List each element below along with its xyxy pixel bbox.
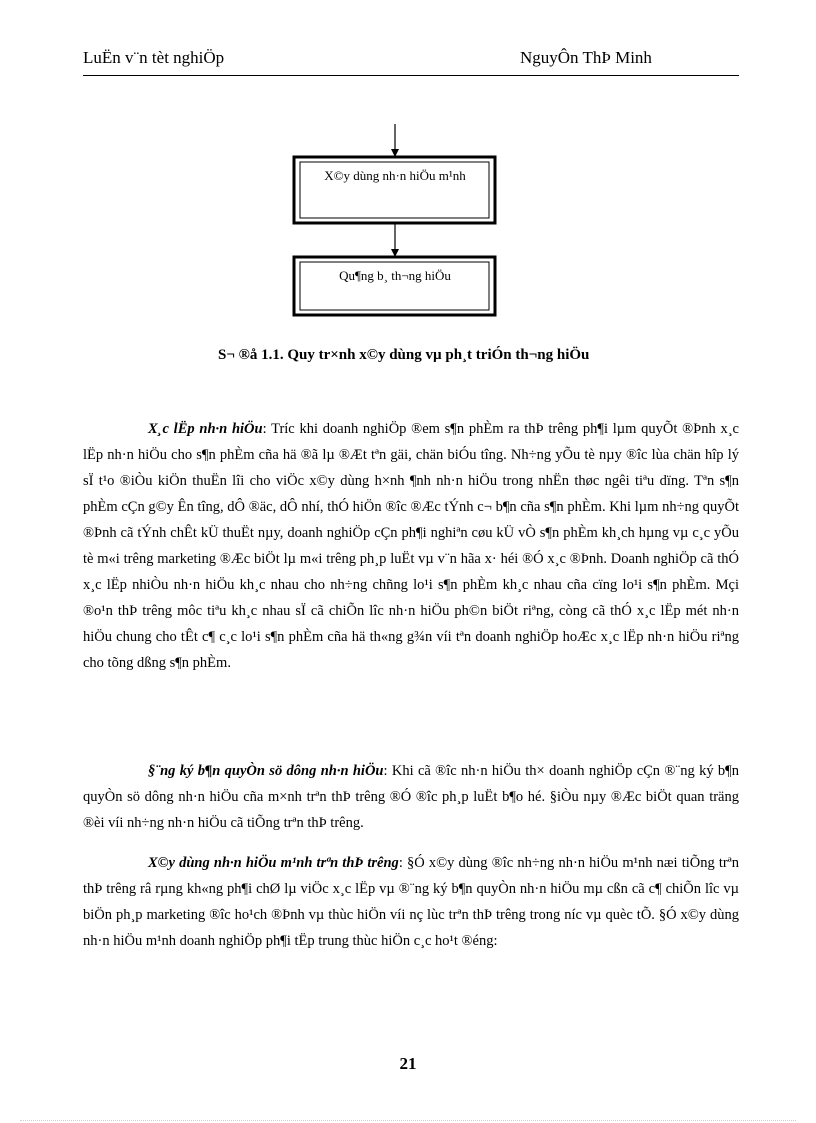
flow-step-promote-brand: Qu¶ng b¸ th¬ng hiÖu <box>339 268 451 283</box>
header-thesis-title: LuËn v¨n tèt nghiÖp <box>83 48 225 67</box>
diagram-caption: S¬ ®å 1.1. Quy tr×nh x©y dùng vµ ph¸t triÓn th¬ng hiÖu <box>218 347 590 363</box>
page-number: 21 <box>399 1054 417 1073</box>
paragraph-trademark-registration <box>83 758 739 836</box>
paragraph-lead-heading: §¨ng ký b¶n quyÒn sö dông nh·n hiÖu <box>148 763 384 779</box>
paragraph-body: : Tríc khi doanh nghiÖp ®em s¶n phÈm ra thÞ trêng ph¶i lµm quyÕt ®Þnh x¸c lËp nh·n hiÖu cho s¶n phÈm cña hä ®ã lµ ®Æt tªn gäi, chän biÓu tîng. Nh÷ng yÕu tè nµy ®îc lùa chän hîp lý sÏ t¹o ®iÒu kiÖn thuËn lîi cho viÖc x©y dùng h×nh ¶nh nh·n hiÖu trong nhËn thøc ngêi tiªu dïng. Tªn s¶n phÈm cÇn g©y Ên tîng, dÔ ®äc, dÔ nhí, thÓ hiÖn ®îc ®Æc tÝnh c¬ b¶n cña s¶n phÈm. Khi lµm nh÷ng quyÕt ®Þnh cã tÝnh chÊt kÜ thuËt nµy, doanh nghiÖp cÇn ph¶i nghiªn cøu kÜ vÒ s¶n phÈm kh¸ch hµng vµ c¸c yÕu tè m«i trêng marketing ®Æc biÖt lµ m«i trêng ph¸p luËt vµ v¨n hãa x· héi ®Ó x¸c ®Þnh. Doanh nghiÖp cã thÓ x¸c lËp nhiÒu nh·n hiÖu kh¸c nhau cho nh÷ng chñng lo¹i s¶n phÈm kh¸c nhau cña cïng lo¹i s¶n phÈm. Mçi ®o¹n thÞ trêng môc tiªu kh¸c nhau sÏ cã chiÕn lîc nh·n hiÖu ph©n biÖt riªng, còng cã thÓ x¸c lËp mét nh·n hiÖu chung cho tÊt c¶ c¸c lo¹i s¶n phÈm cña hä th«ng g¾n víi tªn doanh nghiÖp hoÆc x¸c lËp nh·n hiÖu riªng cho tõng dßng s¶n phÈm. <box>83 421 739 671</box>
paragraph-body: : Khi cã ®îc nh·n hiÖu th× doanh nghiÖp cÇn ®¨ng ký b¶n quyÒn sö dông nh·n hiÖu cña m×nh trªn thÞ trêng ®Ó ®îc ph¸p luËt b¶o hé. §iÒu nµy ®Æc biÖt quan träng ®èi víi nh÷ng nh·n hiÖu cã tiÕng trªn thÞ trêng. <box>83 763 739 831</box>
header-author-name: NguyÔn ThÞ Minh <box>520 48 652 67</box>
paragraph-brand-establishment <box>83 416 739 676</box>
paragraph-body: : §Ó x©y dùng ®îc nh÷ng nh·n hiÖu m¹nh næi tiÕng trªn thÞ trêng râ rµng kh«ng ph¶i chØ lµ viÖc x¸c lËp vµ ®¨ng ký b¶n quyÒn nh·n hiÖu mµ cßn cã c¶ chiÕn lîc vµ biÖn ph¸p marketing ®îc ho¹ch ®Þnh vµ thùc hiÖn víi nç lùc trªn thÞ trêng trong níc vµ quèc tÕ. §Ó x©y dùng nh·n hiÖu m¹nh doanh nghiÖp ph¶i tËp trung thùc hiÖn c¸c ho¹t ®éng: <box>83 855 739 949</box>
flow-step-build-strong-brand: X©y dùng nh·n hiÖu m¹nh <box>324 168 466 183</box>
page-bottom-border <box>20 1120 796 1121</box>
paragraph-strong-brand-building <box>83 850 739 954</box>
paragraph-lead-heading: X¸c lËp nh·n hiÖu <box>148 421 263 437</box>
process-flow-diagram <box>0 0 816 340</box>
paragraph-lead-heading: X©y dùng nh·n hiÖu m¹nh trªn thÞ trêng <box>148 855 399 871</box>
